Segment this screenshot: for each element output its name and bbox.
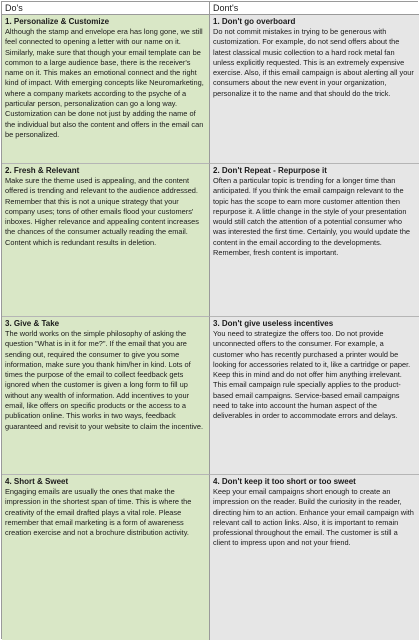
header-donts: Dont's xyxy=(210,2,419,15)
do-text: Although the stamp and envelope era has long gone, we still feel connected to opening a letter with our name on it. Similarly, make sure that though your email template can be common to a large audience base, there is the receiver's name on it. This makes an emotional connect and the right kind of impact. With emerging concepts like Neuromarketing, where a company markets according to the psyche of a particular person, personalization can go a long way. Customization can be done not just by adding the name of the individual but also the content and offers in the email can be personalized. xyxy=(5,27,204,139)
dont-title: 2. Don't Repeat - Repurpose it xyxy=(213,166,327,175)
dont-text: Do not commit mistakes in trying to be generous with customization. For example, do not send offers about the latest classical music collection to a hard rock metal fan unless explicitly requested. This is an extremely expensive exercise. Also, if this email campaign is about alerting all your consumers about the new event in your organization, personalize it to the name and that should do the trick. xyxy=(213,27,414,98)
dont-text: Keep your email campaigns short enough to create an impression on the reader. Build the curiosity in the reader, directing him to an action. Enhance your email campaign with relevant call to action links. Also, it is important to remain professional throughout the email. The customer is still a client to impress upon and not your friend. xyxy=(213,487,414,548)
do-title: 2. Fresh & Relevant xyxy=(5,166,80,175)
dont-cell-3 xyxy=(210,317,419,475)
dont-title: 3. Don't give useless incentives xyxy=(213,319,334,328)
do-text: Make sure the theme used is appealing, and the content offered is trending and relevant to the audience addressed. Remember that this is not a unique strategy that your company uses; tons of other emails flood your customers' inboxes. Higher relevance and appealing content increases the chances of the consumer actually reading the email. Content which is redundant results in deletion. xyxy=(5,176,199,247)
do-title: 3. Give & Take xyxy=(5,319,60,328)
do-cell-4 xyxy=(2,475,210,640)
do-title: 4. Short & Sweet xyxy=(5,477,69,486)
dont-title: 4. Don't keep it too short or too sweet xyxy=(213,477,356,486)
dont-cell-1 xyxy=(210,15,419,164)
do-text: Engaging emails are usually the ones that make the impression in the shortest span of time. This is where the creativity of the email drafted plays a vital role. Please remember that email marketing is a form of awareness creation exercise and not a brochure distribution activity. xyxy=(5,487,192,538)
do-cell-2 xyxy=(2,164,210,317)
dont-text: You need to strategize the offers too. Do not provide unconnected offers to the consumer. For example, a customer who has recently purchased a printer would be looking for accessories related to it, like a cartridge or paper. Keep this in mind and do not offer him anything irrelevant. This email campaign rule specially applies to the product-based email campaigns. Service-based email campaigns need to take into account the human aspect of the deliverables in order to accommodate errors and delays. xyxy=(213,329,411,421)
do-text: The world works on the simple philosophy of asking the question "What is in it for me?". If the email that you are sending out, required the consumer to give you some information, make sure you thank him/her in kind. Lots of times the purpose of the email to collect feedback gets ignored when the customer is given a long form to fill up without any wealth of information. Add incentives to your email, like offers on specific products or the access to a publication online. This works in two ways, feedback guaranteed and revisit to your website to claim the incentive. xyxy=(5,329,204,431)
dont-cell-2 xyxy=(210,164,419,317)
do-cell-3 xyxy=(2,317,210,475)
header-dos: Do's xyxy=(2,2,210,15)
dont-title: 1. Don't go overboard xyxy=(213,17,296,26)
dos-donts-table xyxy=(1,1,418,639)
dont-cell-4 xyxy=(210,475,419,640)
do-cell-1 xyxy=(2,15,210,164)
do-title: 1. Personalize & Customize xyxy=(5,17,110,26)
dont-text: Often a particular topic is trending for a longer time than anticipated. If you think the email campaign relevant to the topic has the scope to earn more customer attention then repurpose it. A little change in the style of your presentation would still catch the attention of a potential consumer who was interested the first time. Certainly, you would update the content in the email according to the developments. Remember, fresh content is important. xyxy=(213,176,411,258)
